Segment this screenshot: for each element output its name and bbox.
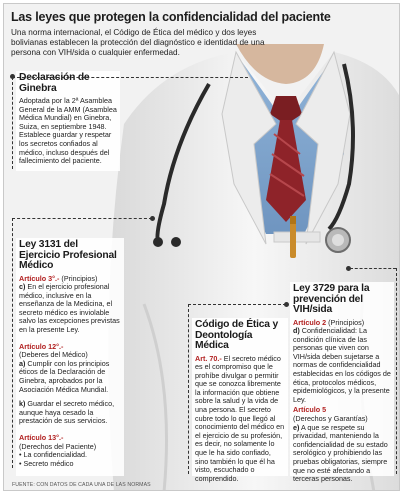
- ley3131-panel: [16, 238, 124, 476]
- ley3729-art5-e-letter: e): [293, 422, 300, 432]
- ley3131-art12-a-text: Cumplir con los principios éticos de la Declaración de Ginebra, aprobados por la Asociación Médica Mundial.: [19, 358, 110, 394]
- ley3131-art12-label: Artículo 12°.-: [19, 341, 64, 351]
- ley3131-art12-a-letter: a): [19, 358, 26, 368]
- codigo-panel: [192, 318, 288, 483]
- ginebra-body: Adoptada por la 2ª Asamblea General de la AMM (Asamblea Médica Mundial) en Ginebra, Suiza, en septiembre 1948. Establece guardar y respetar los secretos confiados al médico, incluso después del fallecimiento del paciente.: [19, 96, 117, 166]
- ley3131-art12-k-letter: k): [19, 399, 26, 409]
- ley3729-art2-title: (Principios): [328, 317, 365, 327]
- ley3729-heading: Ley 3729 para la prevención del VIH/sida: [293, 283, 370, 315]
- ley3729-connector-line: [396, 268, 397, 474]
- codigo-art-label: Art. 70.-: [195, 353, 222, 363]
- ley3729-connector-line-h: [350, 268, 396, 269]
- intro-text: Una norma internacional, el Código de Ética del médico y dos leyes bolivianas establecen la protección del diagnóstico e identidad de una persona con VIH/sida o cualquier enfermedad.: [11, 28, 265, 57]
- ley3131-connector-dot: [150, 216, 155, 221]
- ley3729-art5-label: Artículo 5: [293, 405, 327, 415]
- ley3131-art3-title: (Principios): [61, 273, 98, 283]
- ginebra-connector-line: [12, 77, 13, 169]
- ley3131-art13-item-2: • Secreto médico: [19, 458, 74, 468]
- ginebra-heading: Declaración de Ginebra: [19, 72, 90, 94]
- source-note: FUENTE: CON DATOS DE CADA UNA DE LAS NORMAS: [12, 482, 151, 488]
- ley3729-panel: [290, 282, 394, 484]
- ginebra-connector-line-h: [12, 77, 248, 78]
- ley3729-art2-d-text: La condición clínica de las personas que viven con VIH/sida deben sujetarse a normas de confidencialidad establecidas en los códigos de ética, protocolos médicos, epidemiológicos, y la presente Ley.: [293, 326, 391, 404]
- ley3729-art5-e-text: A que se respete su privacidad, manteniendo la confidencialidad de su estado serológico y prohibiendo las pruebas obligatorias, siempre que no esté afectando a terceras personas.: [293, 422, 388, 484]
- ley3729-connector-dot: [346, 266, 351, 271]
- ley3131-heading: Ley 3131 del Ejercicio Profesional Médico: [19, 239, 117, 271]
- ginebra-panel: [16, 71, 120, 171]
- ley3729-art2-label: Artículo 2: [293, 317, 327, 327]
- ley3131-art12-title: (Deberes del Médico): [19, 350, 88, 360]
- codigo-connector-dot: [284, 302, 289, 307]
- ley3131-art3-label: Artículo 3°.-: [19, 273, 60, 283]
- page-title: Las leyes que protegen la confidencialidad del paciente: [11, 10, 331, 24]
- ley3131-art3-letter: c): [19, 282, 26, 292]
- ley3131-art12-k-text: Guardar el secreto médico, aunque haya cesado la prestación de sus servicios.: [19, 399, 115, 426]
- infographic: [3, 3, 400, 491]
- ley3131-connector-line: [12, 218, 13, 468]
- codigo-connector-line-h: [188, 304, 286, 305]
- ley3131-connector-line-h: [12, 218, 152, 219]
- ley3729-art5-title: (Derechos y Garantías): [293, 414, 368, 424]
- codigo-connector-line: [188, 304, 189, 474]
- ley3729-art2-d-label: Confidencialidad:: [301, 326, 357, 336]
- ley3729-art2-d-letter: d): [293, 326, 300, 336]
- ley3131-art13-label: Artículo 13°.-: [19, 433, 64, 442]
- ley3131-art13-title: (Derechos del Paciente): [19, 441, 97, 451]
- ley3131-art3-text: En el ejercicio profesional médico, inclusive en la enseñanza de la Medicina, el secreto médico es inviolable salvo las excepciones previstas en la presente Ley.: [19, 282, 120, 335]
- codigo-heading: Código de Ética y Deontología Médica: [195, 319, 278, 351]
- codigo-art-text: El secreto médico es el compromiso que le prohíbe divulgar o permitir que se conozca libremente la información que obtiene sobre la salud y la vida de una persona. El secreto cubre todo lo que llegó al conocimiento del médico en el ejercicio de su profesión, es decir, no solamente lo que le ha sido confiado, sino también lo que él ha visto, escuchado o comprendido.: [195, 353, 285, 483]
- ley3131-art13-item-1: • La confidencialidad.: [19, 450, 88, 460]
